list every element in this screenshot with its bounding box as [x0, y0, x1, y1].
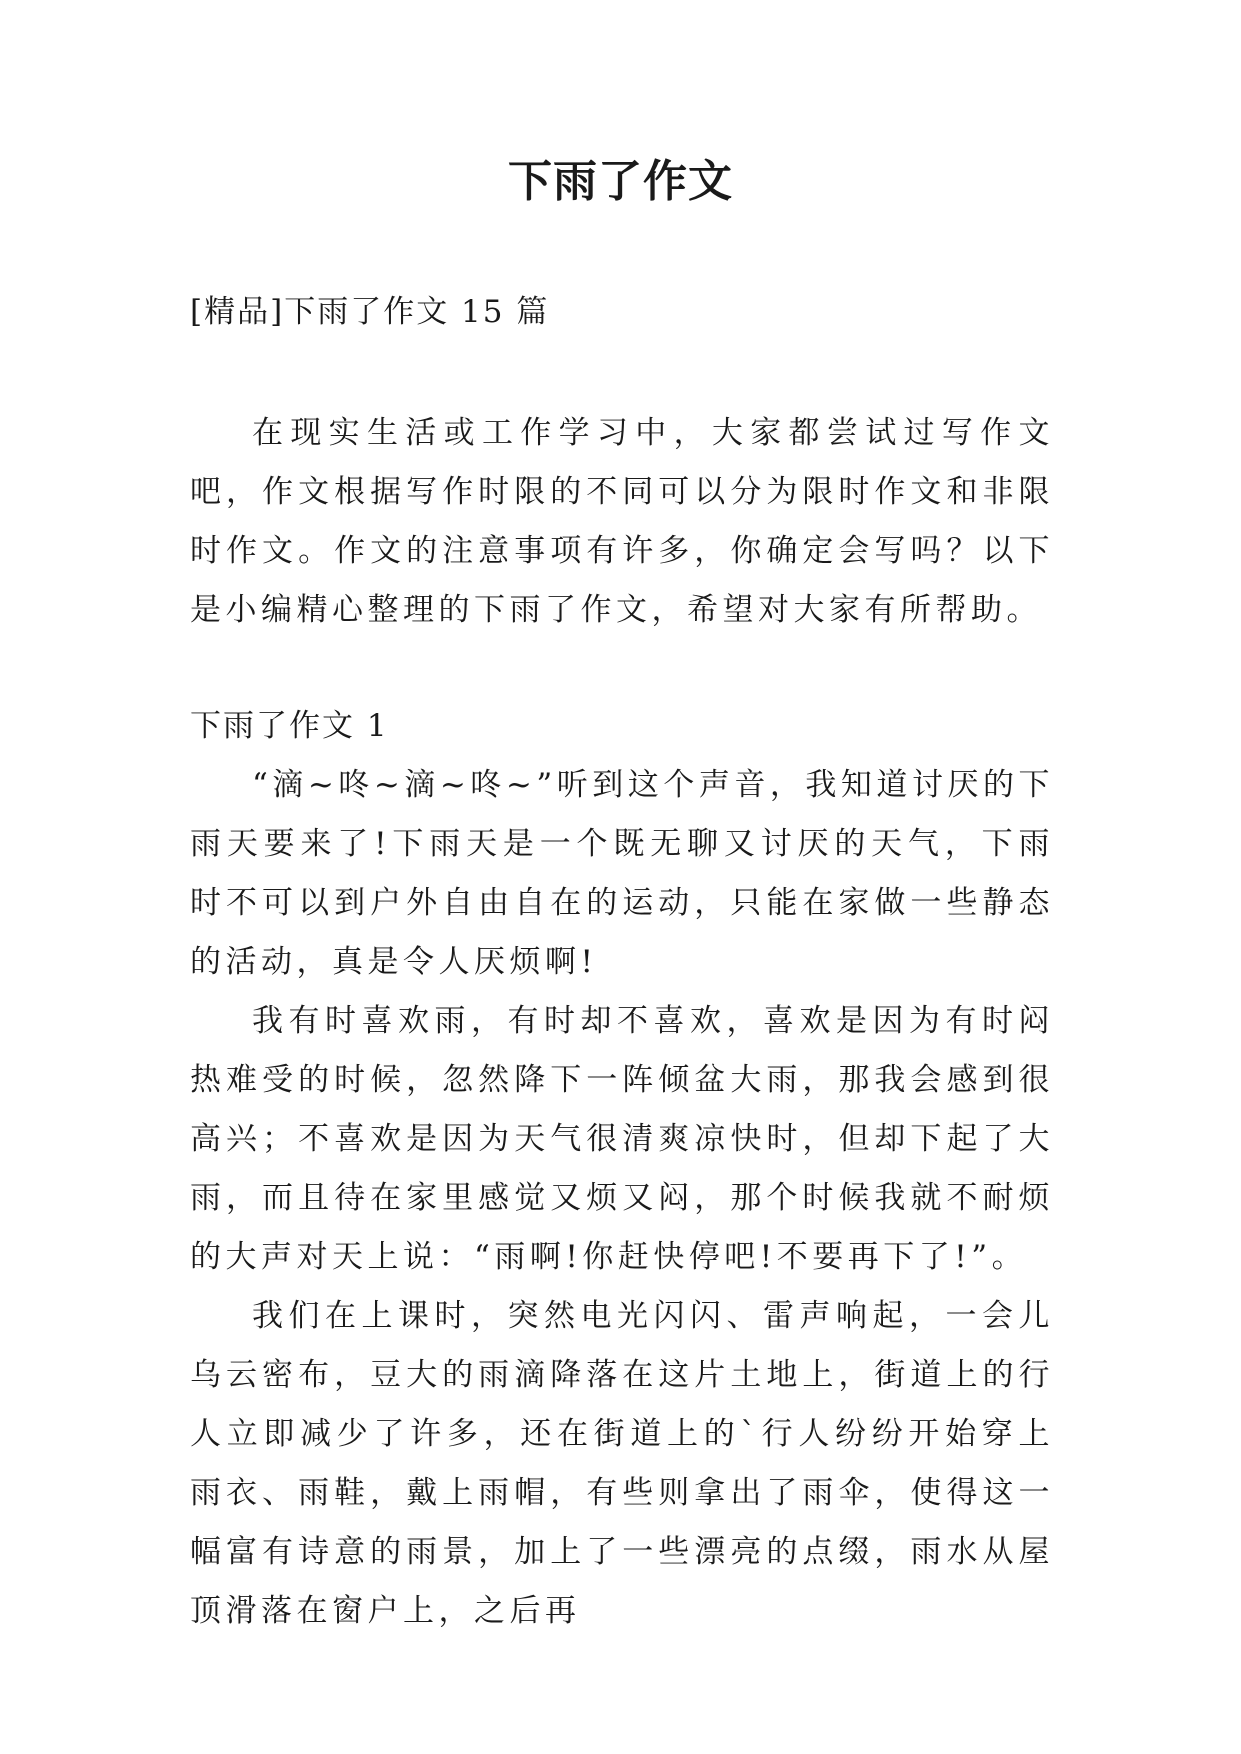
essay-heading: 下雨了作文 1: [190, 708, 389, 744]
document-title: 下雨了作文: [508, 156, 733, 207]
document-subtitle: [精品]下雨了作文 15 篇: [190, 294, 550, 330]
essay-paragraph-3: 我们在上课时，突然电光闪闪、雷声响起，一会儿乌云密布，豆大的雨滴降落在这片土地上，街道上的行人立即减少了许多，还在街道上的`行人纷纷开始穿上雨衣、雨鞋，戴上雨帽，有些则拿出了雨伞，使得这一幅富有诗意的雨景，加上了一些漂亮的点缀，雨水从屋顶滑落在窗户上，之后再: [190, 1298, 1054, 1629]
intro-section: [190, 404, 1054, 640]
essay-section: [190, 697, 1054, 1641]
essay-paragraph-2: 我有时喜欢雨，有时却不喜欢，喜欢是因为有时闷热难受的时候，忽然降下一阵倾盆大雨，那我会感到很高兴；不喜欢是因为天气很清爽凉快时，但却下起了大雨，而且待在家里感觉又烦又闷，那个时候我就不耐烦的大声对天上说：“雨啊!你赶快停吧!不要再下了!”。: [190, 1003, 1054, 1275]
intro-paragraph: 在现实生活或工作学习中，大家都尝试过写作文吧，作文根据写作时限的不同可以分为限时作文和非限时作文。作文的注意事项有许多，你确定会写吗？以下是小编精心整理的下雨了作文，希望对大家有所帮助。: [190, 415, 1054, 628]
essay-paragraph-1: “滴~咚~滴~咚~”听到这个声音，我知道讨厌的下雨天要来了!下雨天是一个既无聊又讨厌的天气，下雨时不可以到户外自由自在的运动，只能在家做一些静态的活动，真是令人厌烦啊!: [190, 767, 1054, 980]
